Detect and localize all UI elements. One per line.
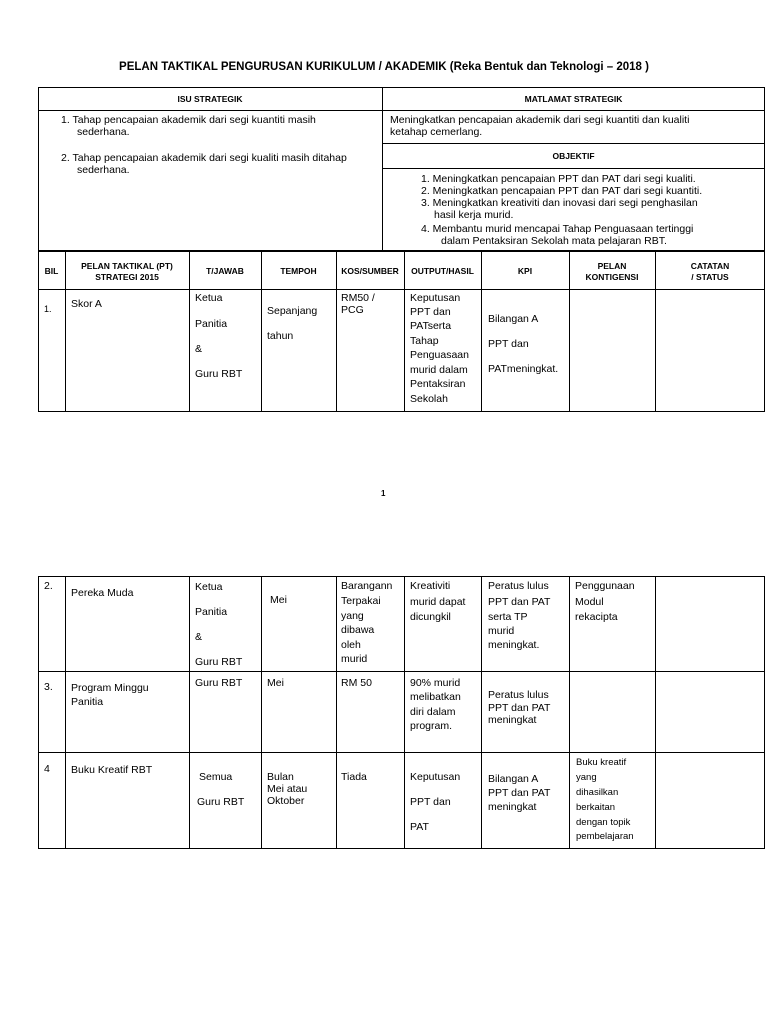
col-header-pelan-line-2: STRATEGI 2015 [95, 272, 159, 282]
row1-kpi-2: PPT dan [488, 338, 529, 350]
isu-item-1: 1. Tahap pencapaian akademik dari segi kuantiti masih [61, 114, 316, 126]
row3-bil: 3. [44, 681, 53, 693]
row2-output-1: Kreativiti [410, 580, 451, 592]
objektif-header: OBJEKTIF [552, 151, 595, 161]
row4-pelan: Buku Kreatif RBT [71, 764, 153, 776]
row4-kontigensi-2: yang [576, 772, 597, 783]
row4-kontigensi-3: dihasilkan [576, 787, 619, 798]
row4-kos: Tiada [341, 771, 367, 783]
row1-output-8: Sekolah [410, 393, 448, 405]
row3-kpi-1: Peratus lulus [488, 689, 549, 701]
col-header-output: OUTPUT/HASIL [411, 266, 474, 276]
row2-output-3: dicungkil [410, 611, 451, 623]
objektif-line-3-cont: hasil kerja murid. [434, 209, 514, 221]
row2-kos-1: Barangann [341, 580, 393, 592]
row4-tempoh-1: Bulan [267, 771, 294, 783]
row4-kontigensi-5: dengan topik [576, 817, 631, 828]
row1-kos-1: RM50 / [341, 292, 375, 304]
row4-kontigensi-4: berkaitan [576, 802, 616, 813]
matlamat-text-line-2: ketahap cemerlang. [390, 126, 483, 138]
row1-tjawab-3: & [195, 343, 203, 355]
col-header-kos: KOS/SUMBER [341, 266, 399, 276]
row4-output-3: PAT [410, 821, 429, 833]
row1-tempoh-1: Sepanjang [267, 305, 318, 317]
row3-output-2: melibatkan [410, 691, 461, 703]
col-header-catatan-line-2: / STATUS [691, 272, 729, 282]
row4-bil: 4 [44, 763, 50, 775]
row1-tjawab-4: Guru RBT [195, 368, 243, 380]
row4-output-1: Keputusan [410, 771, 461, 783]
isu-item-2-cont: sederhana. [77, 164, 130, 176]
row2-kos-6: murid [341, 653, 368, 665]
row2-kpi-2: PPT dan PAT [488, 596, 551, 608]
col-header-kontigensi-line-2: KONTIGENSI [585, 272, 639, 282]
row1-output-4: Tahap [410, 335, 439, 347]
row1-tjawab-1: Ketua [195, 292, 223, 304]
row3-pelan-1: Program Minggu [71, 682, 149, 694]
row4-kpi-2: PPT dan PAT [488, 787, 551, 799]
row2-tempoh: Mei [270, 594, 287, 606]
row1-tempoh-2: tahun [267, 330, 294, 342]
row3-output-4: program. [410, 720, 453, 732]
row1-output-5: Penguasaan [410, 349, 469, 361]
objektif-line-1: 1. Meningkatkan pencapaian PPT dan PAT dari segi kualiti. [421, 173, 696, 185]
row2-kos-4: dibawa [341, 624, 375, 636]
isu-item-2: 2. Tahap pencapaian akademik dari segi kualiti masih ditahap [61, 152, 347, 164]
row2-output-2: murid dapat [410, 596, 466, 608]
row3-tempoh: Mei [267, 677, 284, 689]
row2-kos-2: Terpakai [341, 595, 381, 607]
row3-output-1: 90% murid [410, 677, 461, 689]
row2-kpi-4: murid [488, 625, 515, 637]
row4-tjawab-1: Semua [199, 771, 233, 783]
row2-tjawab-2: Panitia [195, 606, 228, 618]
objektif-line-3: 3. Meningkatkan kreativiti dan inovasi dari segi penghasilan [421, 197, 698, 209]
objektif-line-4: 4. Membantu murid mencapai Tahap Penguasaan tertinggi [421, 223, 694, 235]
row2-bil: 2. [44, 580, 53, 592]
matlamat-strategik-header: MATLAMAT STRATEGIK [524, 94, 623, 104]
row2-tjawab-1: Ketua [195, 581, 223, 593]
row1-kpi-3: PATmeningkat. [488, 363, 559, 375]
row2-tjawab-4: Guru RBT [195, 656, 243, 668]
row2-kontigensi-3: rekacipta [575, 611, 618, 623]
row2-kos-3: yang [341, 610, 364, 622]
row3-kpi-3: meningkat [488, 714, 537, 726]
row1-bil: 1. [44, 304, 52, 314]
row1-output-3: PATserta [410, 320, 452, 332]
row4-kpi-1: Bilangan A [488, 773, 539, 785]
document-title: PELAN TAKTIKAL PENGURUSAN KURIKULUM / AKADEMIK (Reka Bentuk dan Teknologi – 2018 ) [119, 61, 649, 73]
row2-pelan: Pereka Muda [71, 587, 134, 599]
row1-kos-2: PCG [341, 304, 364, 316]
row4-tempoh-3: Oktober [267, 795, 305, 807]
row1-kpi-1: Bilangan A [488, 313, 539, 325]
row4-kontigensi-6: pembelajaran [576, 831, 634, 842]
col-header-kontigensi-line-1: PELAN [597, 261, 627, 271]
objektif-line-4-cont: dalam Pentaksiran Sekolah mata pelajaran RBT. [441, 235, 667, 247]
row2-kpi-3: serta TP [488, 611, 528, 623]
col-header-pelan-line-1: PELAN TAKTIKAL (PT) [81, 261, 173, 271]
row4-output-2: PPT dan [410, 796, 451, 808]
col-header-catatan-line-1: CATATAN [690, 261, 730, 271]
row3-pelan-2: Panitia [71, 696, 104, 708]
row2-kontigensi-1: Penggunaan [575, 580, 635, 592]
isu-item-1-cont: sederhana. [77, 126, 130, 138]
row4-kontigensi-1: Buku kreatif [576, 757, 627, 768]
objektif-line-2: 2. Meningkatkan pencapaian PPT dan PAT dari segi kuantiti. [421, 185, 703, 197]
row4-tempoh-2: Mei atau [267, 783, 308, 795]
row2-kpi-5: meningkat. [488, 639, 540, 651]
row2-kos-5: oleh [341, 639, 361, 651]
col-header-tjawab: T/JAWAB [206, 266, 244, 276]
row3-output-3: diri dalam [410, 706, 456, 718]
row2-kontigensi-2: Modul [575, 596, 604, 608]
col-header-bil: BIL [44, 266, 59, 276]
row3-kos: RM 50 [341, 677, 372, 689]
page-number: 1 [381, 489, 386, 498]
row1-pelan: Skor A [71, 298, 102, 310]
matlamat-text-line-1: Meningkatkan pencapaian akademik dari segi kuantiti dan kualiti [390, 114, 690, 126]
row2-tjawab-3: & [195, 631, 203, 643]
col-header-kpi: KPI [517, 266, 533, 276]
row3-tjawab: Guru RBT [195, 677, 243, 689]
row1-output-7: Pentaksiran [410, 378, 466, 390]
row1-output-6: murid dalam [410, 364, 468, 376]
row2-kpi-1: Peratus lulus [488, 580, 549, 592]
row3-kpi-2: PPT dan PAT [488, 702, 551, 714]
col-header-tempoh: TEMPOH [280, 266, 317, 276]
row1-output-1: Keputusan [410, 292, 461, 304]
row4-kpi-3: meningkat [488, 801, 537, 813]
row1-tjawab-2: Panitia [195, 318, 228, 330]
row1-output-2: PPT dan [410, 306, 451, 318]
isu-strategik-header: ISU STRATEGIK [177, 94, 243, 104]
row4-tjawab-2: Guru RBT [197, 796, 245, 808]
